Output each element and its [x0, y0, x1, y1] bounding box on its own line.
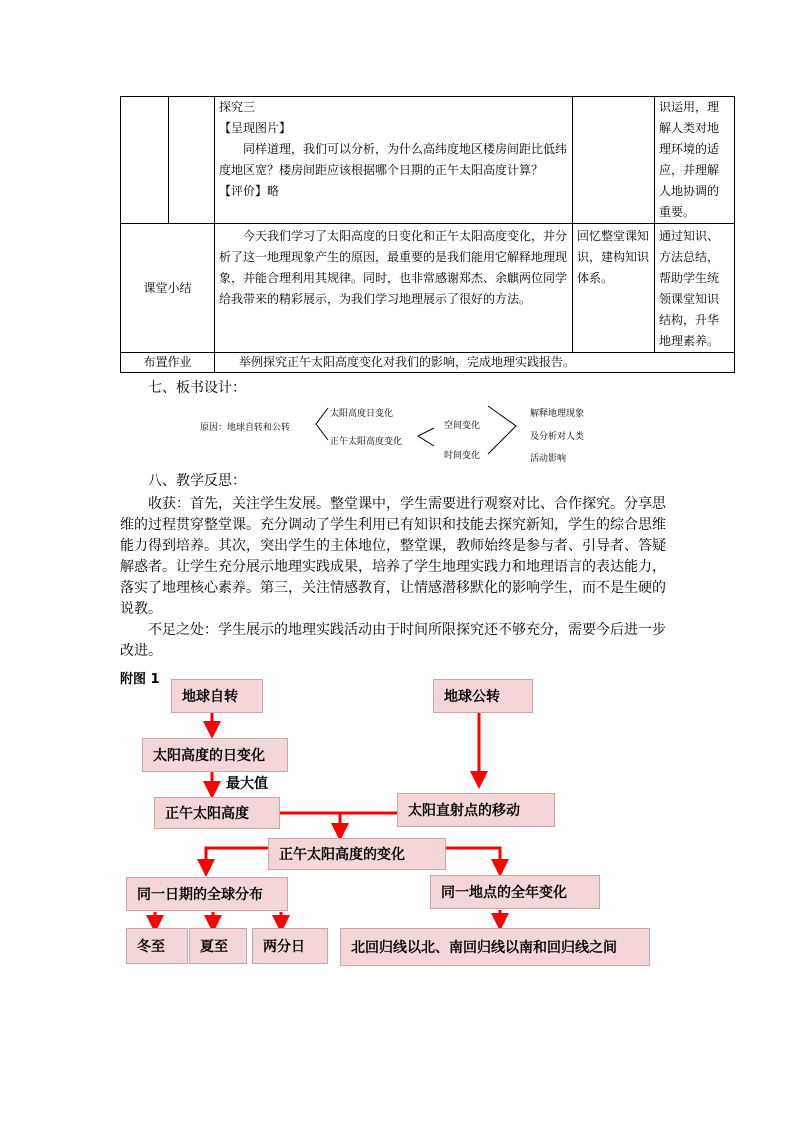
daily-change-text: 太阳高度日变化 [330, 409, 394, 419]
noon-altitude-box: 正午太阳高度 [154, 797, 280, 829]
same-place-box: 同一地点的全年变化 [430, 875, 600, 909]
regions-box: 北回归线以北、南回归线以南和回归线之间 [340, 928, 650, 966]
winter-solstice-box: 冬至 [126, 928, 188, 964]
max-value-label: 最大值 [226, 776, 268, 792]
noon-change-text: 正午太阳高度变化 [330, 437, 403, 447]
goal-cell: 识运用，理解人类对地理环境的适应，并理解人地协调的重要。 [655, 97, 735, 224]
section-heading: 八、教学反思： [148, 473, 246, 489]
homework-cell: 举例探究正午太阳高度变化对我们的影响，完成地理实践报告。 [215, 353, 735, 373]
space-change-text: 空间变化 [444, 421, 481, 431]
section-heading: 七、板书设计： [148, 380, 246, 396]
row-label: 课堂小结 [121, 224, 215, 353]
goal-cell: 通过知识、方法总结，帮助学生统领课堂知识结构，升华地理素养。 [655, 224, 735, 353]
figure-label: 附图 1 [120, 672, 160, 687]
cause-text: 原因：地球自转和公转 [200, 423, 291, 433]
time-change-text: 时间变化 [444, 451, 481, 461]
activity-tag: 【呈现图片】 [219, 121, 292, 135]
reflection-paragraph: 不足之处：学生展示的地理实践活动由于时间所限探究还不够充分，需要今后进一步改进。 [120, 622, 666, 659]
daily-change-box: 太阳高度的日变化 [142, 738, 288, 772]
earth-revolution-box: 地球公转 [433, 679, 533, 713]
summer-solstice-box: 夏至 [189, 928, 247, 964]
equinox-box: 两分日 [252, 928, 328, 964]
row-label: 布置作业 [121, 353, 215, 373]
result-line-3: 活动影响 [530, 454, 567, 464]
student-cell: 回忆整堂课知识，建构知识体系。 [573, 224, 655, 353]
result-line-1: 解释地理现象 [530, 409, 585, 419]
activity-title: 探究三 [219, 100, 256, 114]
earth-rotation-box: 地球自转 [171, 679, 263, 713]
activity-body: 同样道理，我们可以分析，为什么高纬度地区楼房间距比低纬度地区宽？楼房间距应该根据哪个日期的正午太阳高度计算？ [219, 142, 568, 177]
reflection-paragraph: 收获：首先，关注学生发展。整堂课中，学生需要进行观察对比、合作探究。分享思维的过程贯穿整堂课。充分调动了学生利用已有知识和技能去探究新知，学生的综合思维能力得到培养。其次，突出学生的主体地位，整堂课，教师始终是参与者、引导者、答疑解惑者。让学生充分展示地理实践成果，培养了学生地理实践力和地理语言的表达能力，落实了地理核心素养。第三，关注情感教育，让情感潜移默化的影响学生，而不是生硬的说教。 [120, 496, 666, 617]
noon-change-box: 正午太阳高度的变化 [268, 838, 446, 870]
activity-tag: 【评价】略 [219, 184, 280, 198]
same-date-box: 同一日期的全球分布 [126, 877, 288, 911]
result-line-2: 及分析对人类 [530, 432, 585, 442]
summary-cell: 今天我们学习了太阳高度的日变化和正午太阳高度变化，并分析了这一地理现象产生的原因，最重要的是我们能用它解释地理现象，并能合理利用其规律。同时，也非常感谢郑杰、余麒两位同学给我带来的精彩展示，为我们学习地理展示了很好的方法。 [215, 224, 573, 353]
direct-point-box: 太阳直射点的移动 [397, 793, 555, 827]
